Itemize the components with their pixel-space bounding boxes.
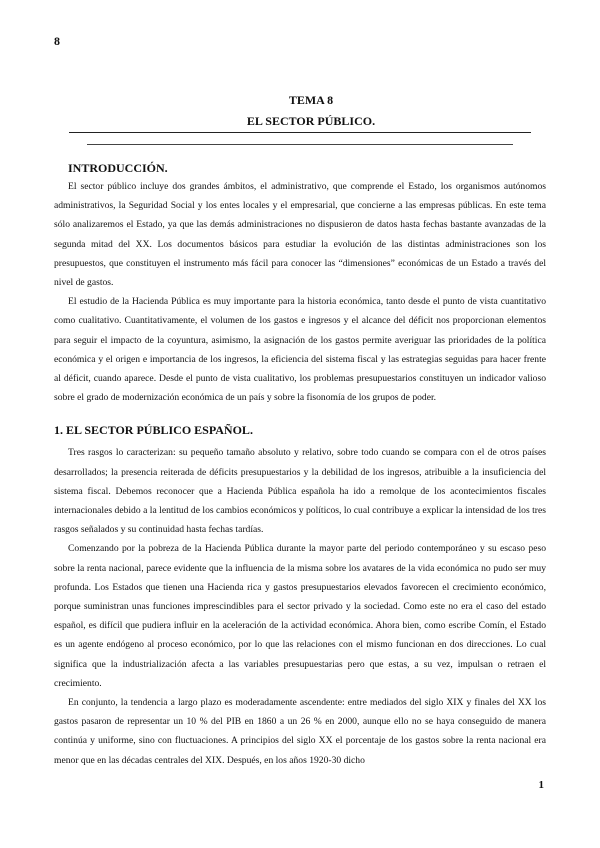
section-heading-introduction: INTRODUCCIÓN.: [68, 161, 168, 175]
chapter-name: EL SECTOR PÚBLICO.: [246, 114, 376, 128]
paragraph: Tres rasgos lo caracterizan: su pequeño tamaño absoluto y relativo, sobre todo cuando se compara con el de otros países desarrollados; la presencia reiterada de déficits presupuestarios y la debilidad de los ingresos, atribuible a la insuficiencia del sistema fiscal. Debemos reconocer que a Hacienda Pública española ha ido a remolque de los acontecimientos fiscales internacionales debido a la lentitud de los cambios económicos y políticos, lo cual contribuye a explicar la intensidad de los tres rasgos señalados y su continuidad hasta fechas tardías.: [54, 447, 546, 536]
paragraph: El estudio de la Hacienda Pública es muy importante para la historia económica, tanto desde el punto de vista cuantitativo como cualitativo. Cuantitativamente, el volumen de los gastos e ingresos y el alcance del déficit nos proporcionan elementos para seguir el impacto de la coyuntura, asimismo, la asignación de los gastos permite averiguar las prioridades de la política económica y el origen e importancia de los ingresos, la eficiencia del sistema fiscal y las estrategias seguidas para hacer frente al déficit, cuando aparece. Desde el punto de vista cualitativo, los problemas presupuestarios constituyen un indicador valioso sobre el grado de modernización económica de un país y sobre la fisonomía de los grupos de poder.: [54, 296, 546, 404]
paragraph: Comenzando por la pobreza de la Hacienda Pública durante la mayor parte del periodo contemporáneo y su escaso peso sobre la renta nacional, parece evidente que la influencia de la misma sobre los avatares de la vida económica no pudo ser muy profunda. Los Estados que tienen una Hacienda rica y gastos presupuestarios elevados favorecen el crecimiento económico, porque suministran unas funciones imprescindibles para el sector privado y la sociedad. Como este no era el caso del estado español, es difícil que pudiera influir en la aceleración de la actividad económica. Ahora bien, como escribe Comín, el Estado es un agente endógeno al proceso económico, por lo que las relaciones con el mismo funcionan en dos direcciones. Lo cual significa que la industrialización afecta a las variables presupuestarias pero que estas, a su vez, impulsan o retraen el crecimiento.: [54, 543, 546, 689]
title-rule-lower: [87, 144, 513, 145]
chapter-title: [0, 91, 600, 130]
page-number-bottom: 1: [538, 779, 544, 791]
section-heading-sector-publico: 1. EL SECTOR PÚBLICO ESPAÑOL.: [54, 423, 253, 438]
chapter-number: TEMA 8: [288, 93, 334, 107]
page-number-top: 8: [54, 34, 60, 48]
document-body: [54, 159, 546, 770]
paragraph: En conjunto, la tendencia a largo plazo es moderadamente ascendente: entre mediados del siglo XIX y finales del XX los gastos pasaron de representar un 10 % del PIB en 1860 a un 26 % en 2000, aunque ello no se haya conseguido de manera continúa y uniforme, sino con fluctuaciones. A principios del siglo XX el porcentaje de los gastos sobre la renta nacional era menor que en las décadas centrales del XIX. Después, en los años 1920-30 dicho: [54, 697, 546, 766]
paragraph: El sector público incluye dos grandes ámbitos, el administrativo, que comprende el Estado, los organismos autónomos administrativos, la Seguridad Social y los entes locales y el empresarial, que concierne a las empresas públicas. En este tema sólo analizaremos el Estado, ya que las demás administraciones no dispusieron de datos hasta fechas bastante avanzadas de la segunda mitad del XX. Los documentos básicos para estudiar la evolución de las distintas administraciones son los presupuestos, que constituyen el instrumento más fácil para conocer las “dimensiones” económicas de un Estado a través del nivel de gastos.: [54, 181, 546, 289]
title-rule-upper: [69, 132, 531, 133]
